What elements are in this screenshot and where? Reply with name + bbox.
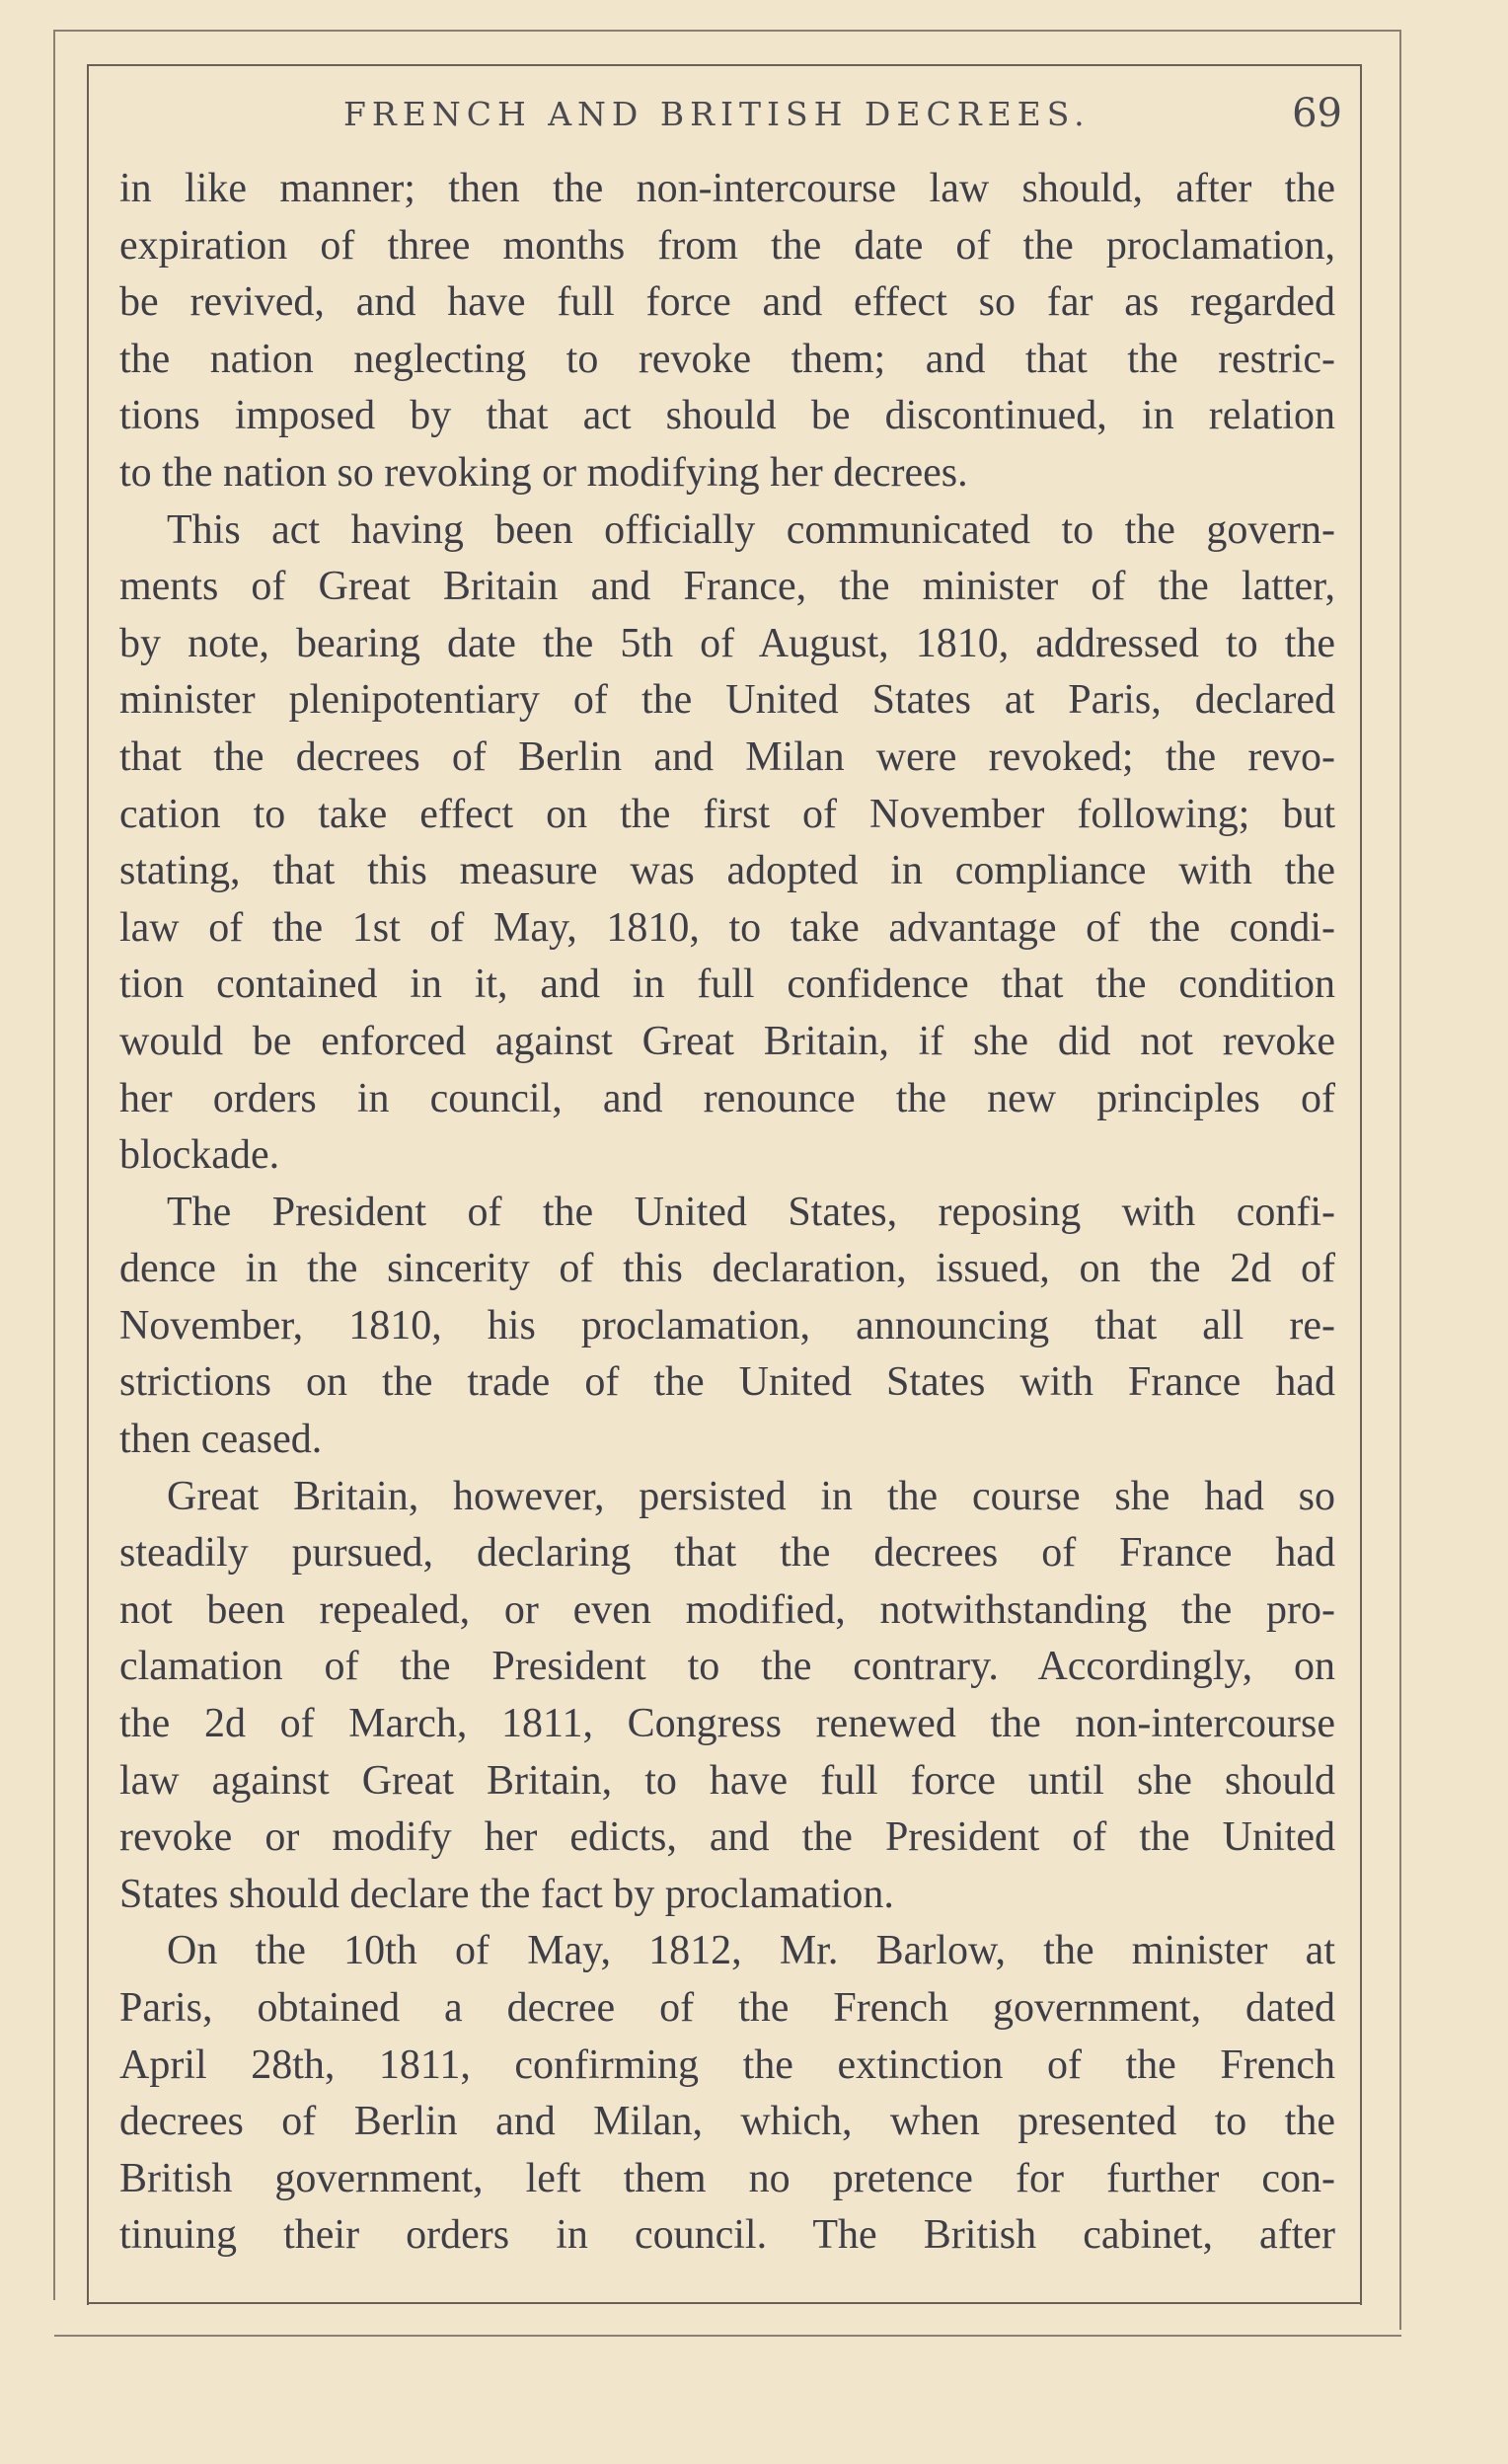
frame-outer-bottom-rule <box>54 2335 1401 2337</box>
paragraph <box>119 161 1335 502</box>
frame-outer-left-rule <box>53 30 55 2300</box>
paragraph <box>119 1185 1335 1469</box>
text-line: revoke or modify her edicts, and the President of the United <box>119 1814 1335 1861</box>
text-line: The President of the United States, reposing with confi- <box>167 1189 1335 1235</box>
body-text <box>119 161 1335 2265</box>
text-line: dence in the sincerity of this declaration, issued, on the 2d of <box>119 1246 1335 1292</box>
text-line: her orders in council, and renounce the new principles of <box>119 1075 1335 1121</box>
text-line: tion contained in it, and in full confidence that the condition <box>119 962 1335 1008</box>
text-line: then ceased. <box>119 1417 323 1463</box>
paragraph <box>119 502 1335 1185</box>
frame-inner-top-rule <box>89 64 1360 66</box>
text-line: tinuing their orders in council. The British cabinet, after <box>119 2212 1335 2259</box>
text-line: cation to take effect on the first of November following; but <box>119 791 1335 837</box>
text-line: decrees of Berlin and Milan, which, when presented to the <box>119 2099 1335 2145</box>
text-line: stating, that this measure was adopted in compliance with the <box>119 848 1335 894</box>
page-number: 69 <box>1292 91 1342 136</box>
text-line: Great Britain, however, persisted in the course she had so <box>167 1473 1335 1519</box>
text-line: the nation neglecting to revoke them; and that the restric- <box>119 336 1335 382</box>
text-line: tions imposed by that act should be discontinued, in relation <box>119 393 1335 439</box>
text-line: steadily pursued, declaring that the decrees of France had <box>119 1530 1335 1577</box>
text-line: expiration of three months from the date of the proclamation, <box>119 222 1335 269</box>
text-line: clamation of the President to the contrary. Accordingly, on <box>119 1644 1335 1690</box>
text-line: in like manner; then the non-intercourse law should, after the <box>119 166 1335 211</box>
page-header <box>118 91 1342 144</box>
text-line: not been repealed, or even modified, notwithstanding the pro- <box>119 1586 1335 1633</box>
text-line: by note, bearing date the 5th of August, 1810, addressed to the <box>119 620 1335 666</box>
text-line: law of the 1st of May, 1810, to take advantage of the condi- <box>119 904 1335 951</box>
text-line: On the 10th of May, 1812, Mr. Barlow, the minister at <box>167 1928 1335 1974</box>
frame-outer-top-rule <box>54 30 1401 32</box>
text-line: the 2d of March, 1811, Congress renewed the non-intercourse <box>119 1701 1335 1747</box>
paragraph <box>119 1469 1335 1924</box>
text-line: minister plenipotentiary of the United States at Paris, declared <box>119 677 1335 724</box>
text-line: be revived, and have full force and effect so far as regarded <box>119 279 1335 326</box>
text-line: States should declare the fact by proclamation. <box>119 1871 894 1917</box>
text-line: British government, left them no pretence for further con- <box>119 2155 1335 2201</box>
text-line: would be enforced against Great Britain, if she did not revoke <box>119 1018 1335 1064</box>
paragraph <box>119 1923 1335 2265</box>
text-line: This act having been officially communicated to the govern- <box>167 506 1335 553</box>
frame-inner-left-rule <box>87 64 89 2305</box>
text-line: November, 1810, his proclamation, announcing that all re- <box>119 1302 1335 1348</box>
frame-outer-right-rule <box>1399 30 1401 2330</box>
frame-inner-bottom-rule <box>87 2302 1362 2304</box>
text-line: ments of Great Britain and France, the minister of the latter, <box>119 564 1335 610</box>
running-head: FRENCH AND BRITISH DECREES. <box>343 95 1091 133</box>
text-line: to the nation so revoking or modifying her decrees. <box>119 449 968 496</box>
text-line: blockade. <box>119 1132 280 1179</box>
text-line: April 28th, 1811, confirming the extinction of the French <box>119 2041 1335 2088</box>
text-line: law against Great Britain, to have full force until she should <box>119 1757 1335 1804</box>
text-line: that the decrees of Berlin and Milan were revoked; the revo- <box>119 733 1335 780</box>
text-line: strictions on the trade of the United States with France had <box>119 1359 1335 1406</box>
text-line: Paris, obtained a decree of the French government, dated <box>119 1985 1335 2031</box>
frame-inner-right-rule <box>1360 64 1362 2305</box>
